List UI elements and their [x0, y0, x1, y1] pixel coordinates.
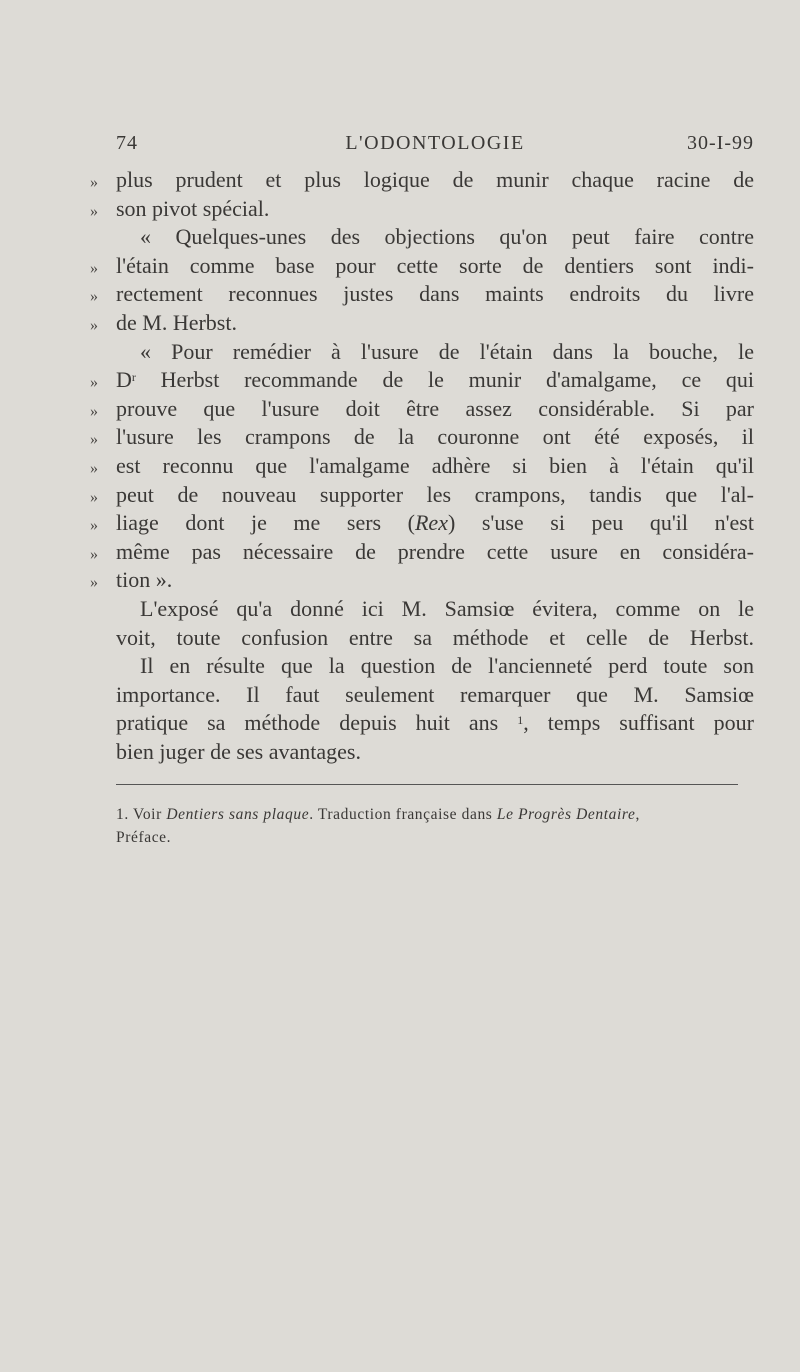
text-line: » tion ».	[116, 566, 754, 595]
quote-mark: »	[90, 488, 98, 506]
journal-title: L'ODONTOLOGIE	[345, 132, 525, 154]
text-line: » même pas nécessaire de prendre cette usure en considéra-	[116, 538, 754, 567]
quote-mark: »	[90, 402, 98, 420]
quote-mark: »	[90, 202, 98, 220]
footnote-ref: 1	[517, 713, 524, 728]
text-line: « Quelques-unes des objections qu'on peut faire contre	[140, 224, 754, 250]
text-line: » rectement reconnues justes dans maints endroits du livre	[116, 280, 754, 309]
text-line: » prouve que l'usure doit être assez considérable. Si par	[116, 395, 754, 424]
text-line: » plus prudent et plus logique de munir chaque racine de	[116, 166, 754, 195]
quote-mark: »	[90, 374, 98, 392]
text-line: » peut de nouveau supporter les crampons, tandis que l'al-	[116, 481, 754, 510]
text-line: « Pour remédier à l'usure de l'étain dans la bouche, le	[140, 338, 754, 364]
text-line: » l'usure les crampons de la couronne ont été exposés, il	[116, 423, 754, 452]
quote-mark: »	[90, 288, 98, 306]
text-line: bien juger de ses avantages.	[116, 738, 361, 764]
quote-mark: »	[90, 574, 98, 592]
quote-mark: »	[90, 517, 98, 535]
footnote-line: Préface.	[116, 829, 172, 846]
quote-mark: »	[90, 259, 98, 277]
quote-mark: »	[90, 459, 98, 477]
quote-mark: »	[90, 545, 98, 563]
footnote-number: 1.	[116, 806, 129, 823]
text-line: » $D^r$ Herbst recommande de le munir d'amalgame, ce qui	[116, 366, 754, 395]
text-line: L'exposé qu'a donné ici M. Samsiœ évitera, comme on le	[140, 595, 754, 621]
text-line: » de M. Herbst.	[116, 309, 754, 338]
quote-mark: »	[90, 431, 98, 449]
text-line: voit, toute confusion entre sa méthode et celle de Herbst.	[116, 624, 754, 650]
text-line: pratique sa méthode depuis huit ans $^1$, temps suffisant pour	[116, 710, 754, 736]
text-line: » son pivot spécial.	[116, 195, 754, 224]
footnote-rule	[116, 784, 738, 785]
text-line: importance. Il faut seulement remarquer que M. Samsiœ	[116, 681, 754, 707]
text-line: » est reconnu que l'amalgame adhère si bien à l'étain qu'il	[116, 452, 754, 481]
footnote-line: 1. Voir Dentiers sans plaque. Traduction française dans Le Progrès Dentaire,	[116, 806, 640, 823]
quote-mark: »	[90, 316, 98, 334]
quote-mark: »	[90, 174, 98, 191]
body-text	[90, 166, 754, 766]
issue-date: 30-I-99	[687, 132, 754, 154]
text-line: Il en résulte que la question de l'ancienneté perd toute son	[140, 653, 754, 679]
footnote	[116, 803, 752, 849]
page-number: 74	[116, 132, 138, 154]
text-line: » l'étain comme base pour cette sorte de dentiers sont indi-	[116, 252, 754, 281]
text-line: » liage dont je me sers (Rex) s'use si peu qu'il n'est	[116, 509, 754, 538]
